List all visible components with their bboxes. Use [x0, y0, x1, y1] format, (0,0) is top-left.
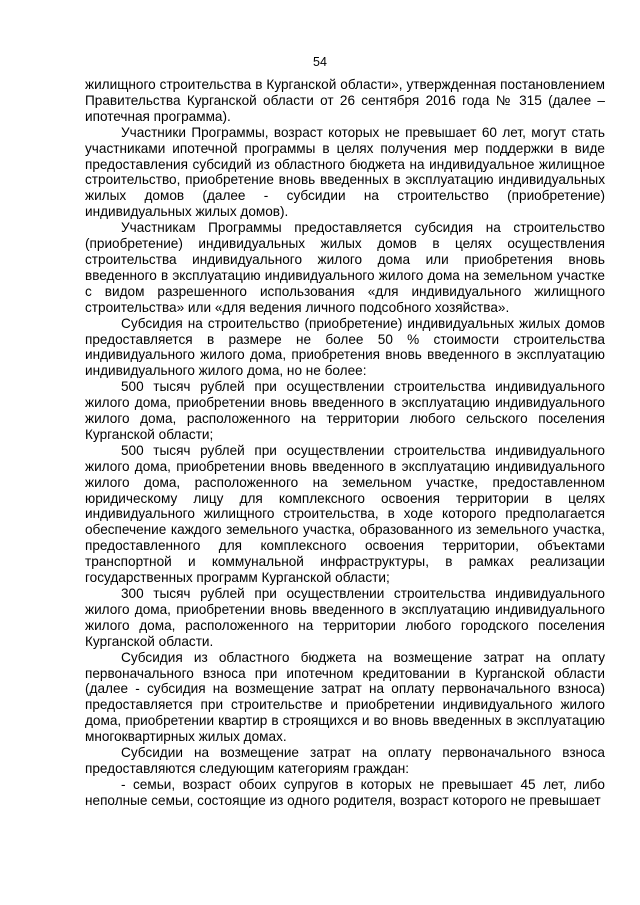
- paragraph-limit-complex: 500 тысяч рублей при осуществлении строительства индивидуального жилого дома, приобретении вновь введенного в эксплуатацию индивидуального жилого дома, расположенного на земельном участке, предоставленном юридическому лицу для комплексного освоения территории в целях индивидуального жилищного строительства, в ходе которого предполагается обеспечение каждого земельного участка, образованного из земельного участка, предоставленного для комплексного освоения территории, объектами транспортной и коммунальной инфраструктуры, в рамках реализации государственных программ Курганской области;: [85, 442, 605, 586]
- paragraph-subsidy-purpose: Участникам Программы предоставляется субсидия на строительство (приобретение) индивидуальных жилых домов в целях осуществления строительства индивидуального жилого дома или приобретения вновь введенного в эксплуатацию индивидуального жилого дома на земельном участке с видом разрешенного использования «для индивидуального жилищного строительства» или «для ведения личного подсобного хозяйства».: [85, 220, 605, 315]
- page-number: 54: [313, 55, 327, 69]
- paragraph-limit-rural: 500 тысяч рублей при осуществлении строительства индивидуального жилого дома, приобретении вновь введенного в эксплуатацию индивидуального жилого дома, расположенного на территории любого сельского поселения Курганской области;: [85, 379, 605, 442]
- paragraph-continuation: жилищного строительства в Курганской области», утвержденная постановлением Правительства Курганской области от 26 сентября 2016 года № 315 (далее – ипотечная программа).: [85, 77, 605, 124]
- paragraph-category-families: - семьи, возраст обоих супругов в которых не превышает 45 лет, либо неполные семьи, состоящие из одного родителя, возраст которого не превышает: [85, 776, 605, 808]
- paragraph-categories-intro: Субсидии на возмещение затрат на оплату первоначального взноса предоставляются следующим категориям граждан:: [85, 745, 605, 776]
- paragraph-down-payment-subsidy: Субсидия из областного бюджета на возмещение затрат на оплату первоначального взноса при ипотечном кредитовании в Курганской области (далее - субсидия на возмещение затрат на оплату первоначального взноса) предоставляется при строительстве и приобретении индивидуального жилого дома, приобретении квартир в строящихся и во вновь введенных в эксплуатацию многоквартирных жилых домах.: [85, 649, 605, 745]
- document-body: [85, 77, 605, 809]
- paragraph-subsidy-amount: Субсидия на строительство (приобретение) индивидуальных жилых домов предоставляется в размере не более 50 % стоимости строительства индивидуального жилого дома, приобретения вновь введенного в эксплуатацию индивидуального жилого дома, но не более:: [85, 315, 605, 379]
- paragraph-limit-urban: 300 тысяч рублей при осуществлении строительства индивидуального жилого дома, приобретении вновь введенного в эксплуатацию индивидуального жилого дома, расположенного на территории любого городского поселения Курганской области.: [85, 586, 605, 649]
- paragraph-participants-age: Участники Программы, возраст которых не превышает 60 лет, могут стать участниками ипотечной программы в целях получения мер поддержки в виде предоставления субсидий из областного бюджета на индивидуальное жилищное строительство, приобретение вновь введенных в эксплуатацию индивидуальных жилых домов (далее - субсидии на строительство (приобретение) индивидуальных жилых домов).: [85, 124, 605, 220]
